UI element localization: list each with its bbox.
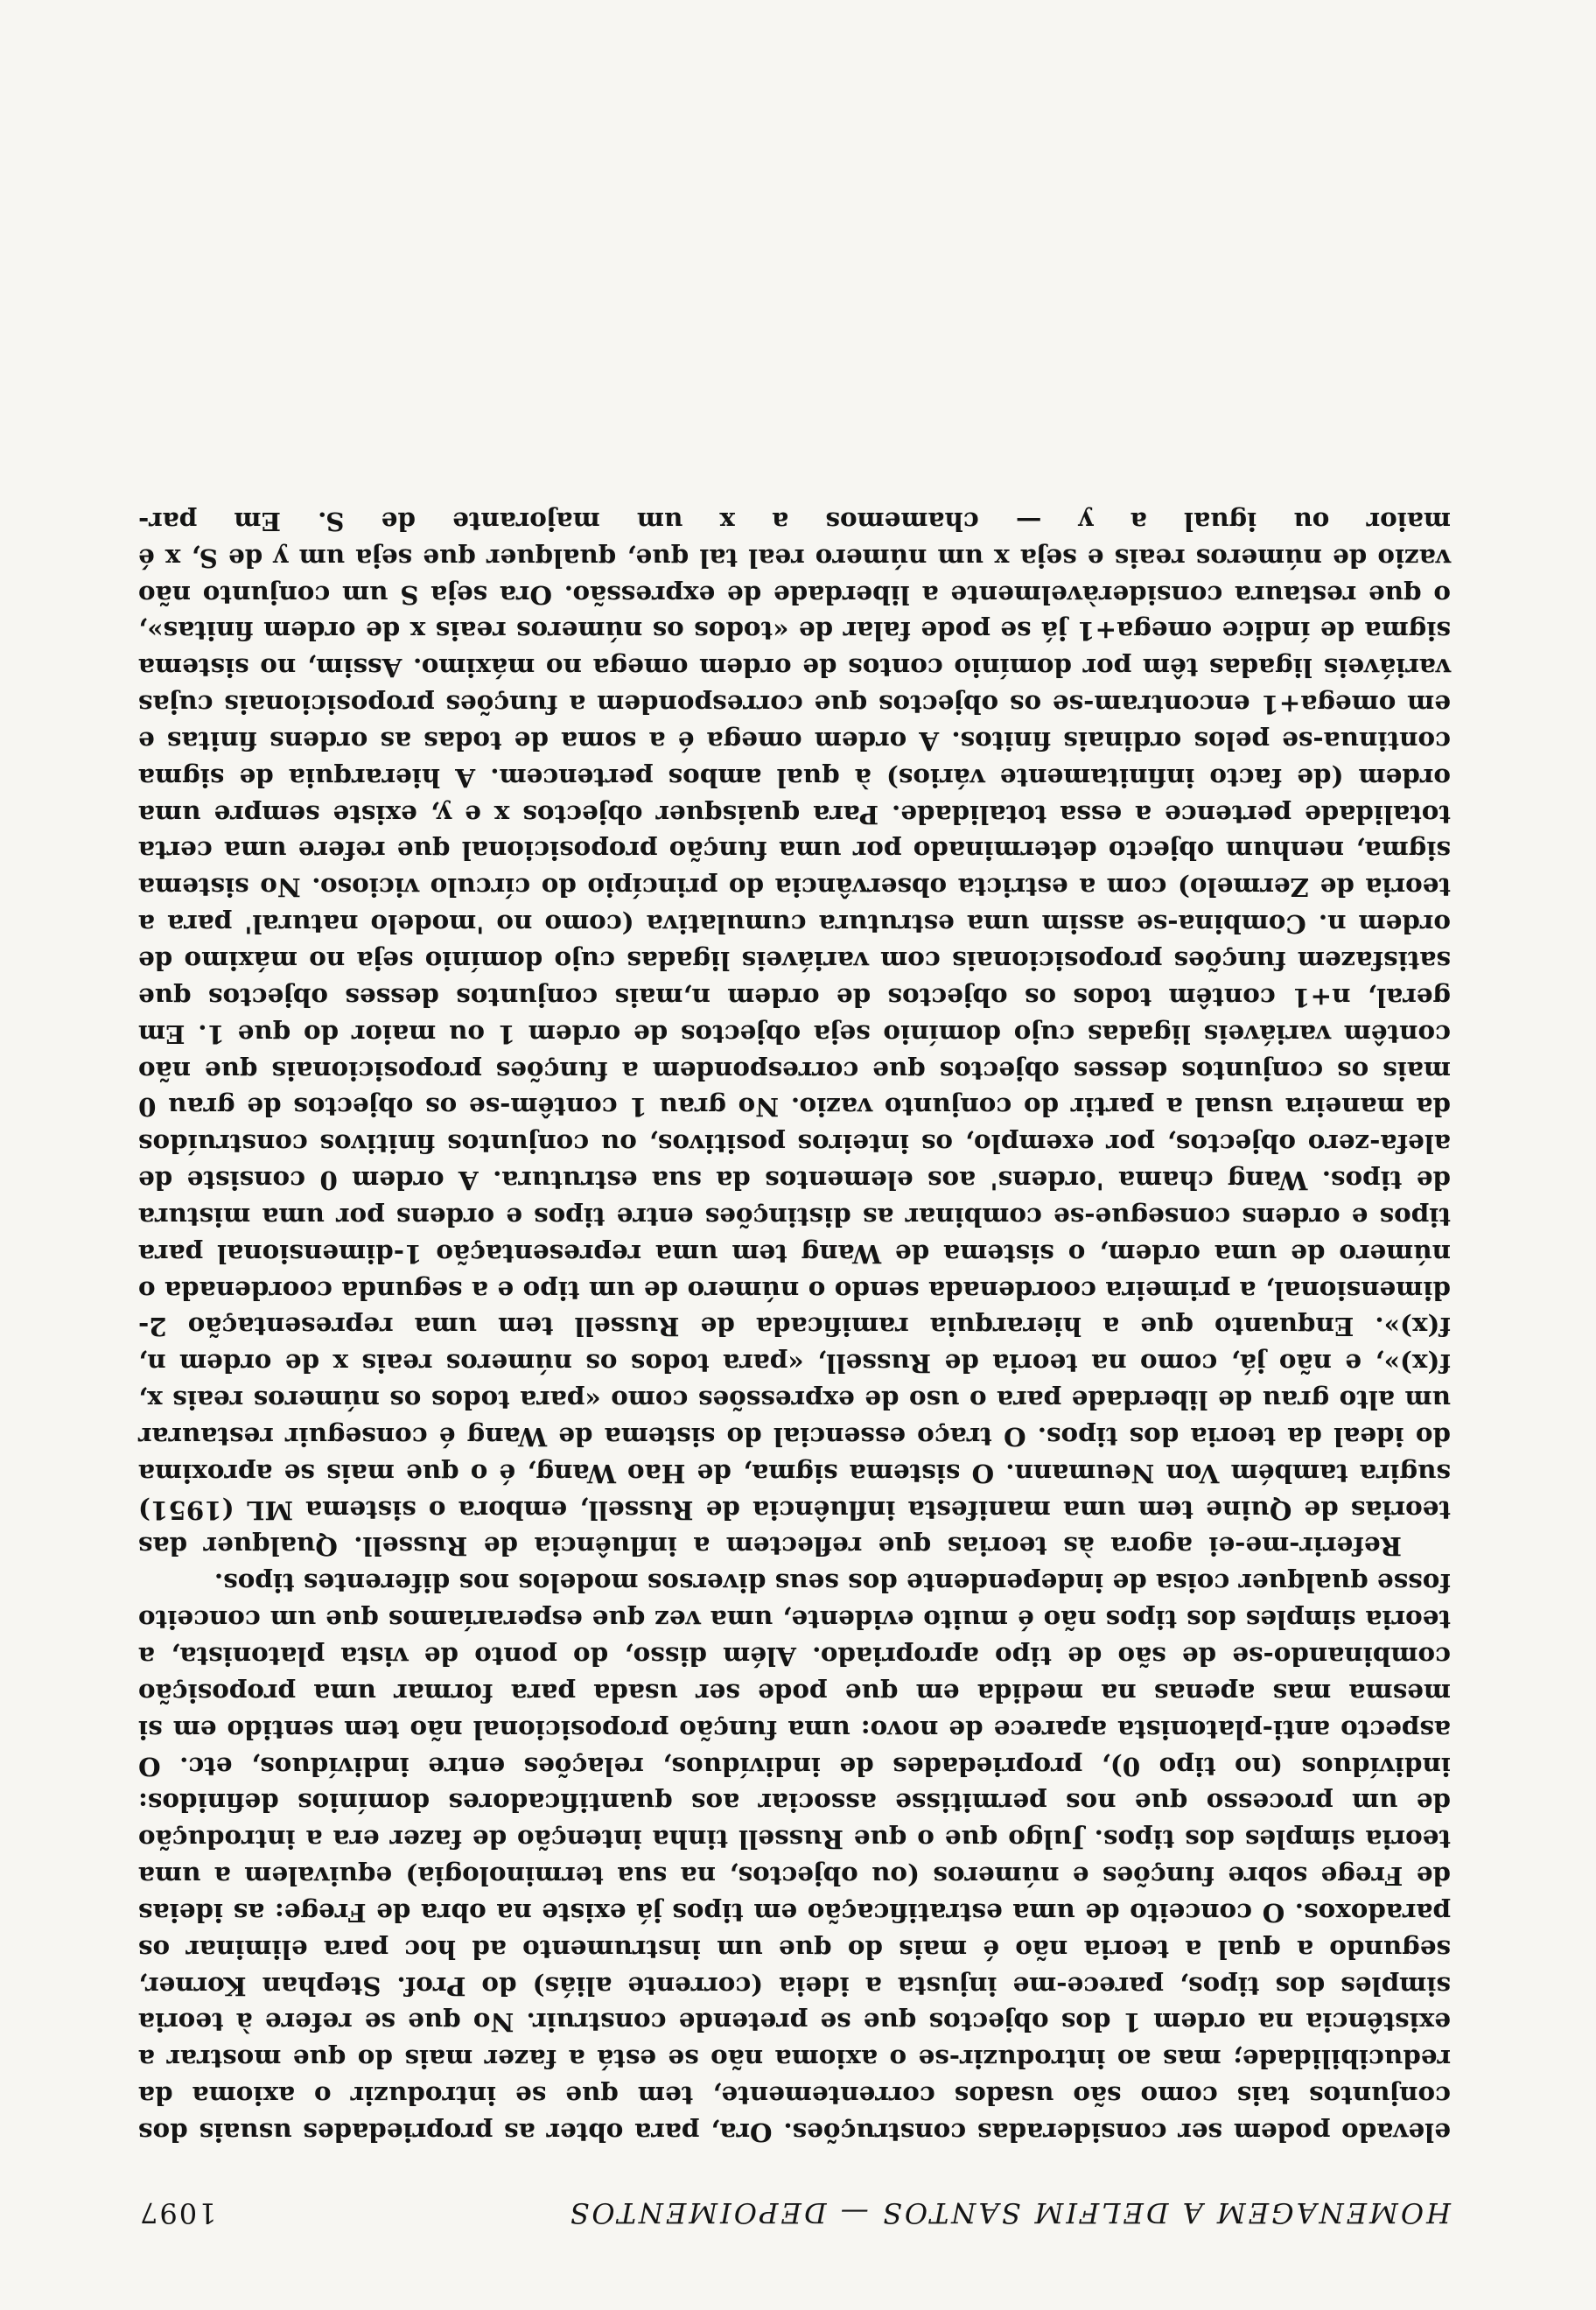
page-number: 1097 [138,2196,217,2230]
running-head [138,2196,1451,2230]
body-text [138,503,1451,2151]
paragraph-1: elevado podem ser consideradas construções. Ora, para obter as propriedades usuais dos conjuntos tais como são usados correntemente, tem que se introduzir o axioma da reducibilidade; mas ao introduzir-se o axioma não se está a fazer mais do que mostrar a existência na ordem 1 dos objectos que se pretende construir. No que se refere à teoria simples dos tipos, parece-me injusta a ideia (corrente aliás) do Prof. Stephan Korner, segundo a qual a teoria não é mais do que um instrumento ad hoc para eliminar os paradoxos. O conceito de uma estratificação em tipos já existe na obra de Frege: as ideias de Frege sobre funções e números (ou objectos, na sua terminologia) equivalem a uma teoria simples dos tipos. Julgo que o que Russell tinha intenção de fazer era a introdução de um processo que nos permitisse associar aos quantificadores domínios definidos: indivíduos (no tipo 0), propriedades de indivíduos, relações entre indivíduos, etc. O aspecto anti-platonista aparece de novo: uma função proposicional não tem sentido em si mesma mas apenas na medida em que pode ser usada para formar uma proposição combinando-se de são de tipo apropriado. Além disso, do ponto de vista platonista, a teoria simples dos tipos não é muito evidente, uma vez que esperaríamos que um conceito fosse qualquer coisa de independente dos seus diversos modelos nos diferentes tipos. [138,1568,1451,2148]
running-title: HOMENAGEM A DELFIM SANTOS — DEPOIMENTOS [567,2196,1451,2230]
paragraph-2: Referir-me-ei agora às teorias que reflectem a influência de Russell. Qualquer das teorias de Quine tem uma manifesta influência de Russell, embora o sistema ML (1951) sugira também Von Neumann. O sistema sigma, de Hao Wang, é o que mais se aproxima do ideal da teoria dos tipos. O traço essencial do sistema de Wang é conseguir restaurar um alto grau de liberdade para o uso de expressões como «para todos os números reais x, f(x)», e não já, como na teoria de Russell, «para todos os números reais x de ordem n, f(x)». Enquanto que a hierarquia ramificada de Russell tem uma representação 2-dimensional, a primeira coordenada sendo o número de um tipo e a segunda coordenada o número de uma ordem, o sistema de Wang tem uma representação 1-dimensional para tipos e ordens consegue-se combinar as distinções entre tipos e ordens por uma mistura de tipos. Wang chama 'ordens' aos elementos da sua estrutura. A ordem 0 consiste de alefa-zero objectos, por exemplo, os inteiros positivos, ou conjuntos finitivos construídos da maneira usual a partir do conjunto vazio. No grau 1 contêm-se os objectos de grau 0 mais os conjuntos desses objectos que correspondem a funções proposicionais que não contêm variáveis ligadas cujo domínio seja objectos de ordem 1 ou maior do que 1. Em geral, n+1 contêm todos os objectos de ordem n,mais conjuntos desses objectos que satisfazem funções proposicionais com variáveis ligadas cujo domínio seja no máximo de ordem n. Combina-se assim uma estrutura cumulativa (como no 'modelo natural' para a teoria de Zermelo) com a estricta observância do princípio do círculo vicioso. No sistema sigma, nenhum objecto determinado por uma função proposicional que refere uma certa totalidade pertence a essa totalidade. Para quaisquer objectos x e y, existe sempre uma ordem (de facto infinitamente vários) à qual ambos pertencem. A hierarquia de sigma continua-se pelos ordinais finitos. A ordem omega é a soma de todas as ordens finitas e em omega+1 encontram-se os objectos que correspondem a funções proposicionais cujas variáveis ligadas têm por domínio contos de ordem omega no máximo. Assim, no sistema sigma de índice omega+1 já se pode falar de «todos os números reais x de ordem finitas», o que restaura consideràvelmente a liberdade de expressão. Ora seja S um conjunto não vazio de números reais e seja x um número real tal que, qualquer que seja um y de S, x é maior ou igual a y — chamemos a x um majorante de S. Em par- [138,506,1451,1563]
